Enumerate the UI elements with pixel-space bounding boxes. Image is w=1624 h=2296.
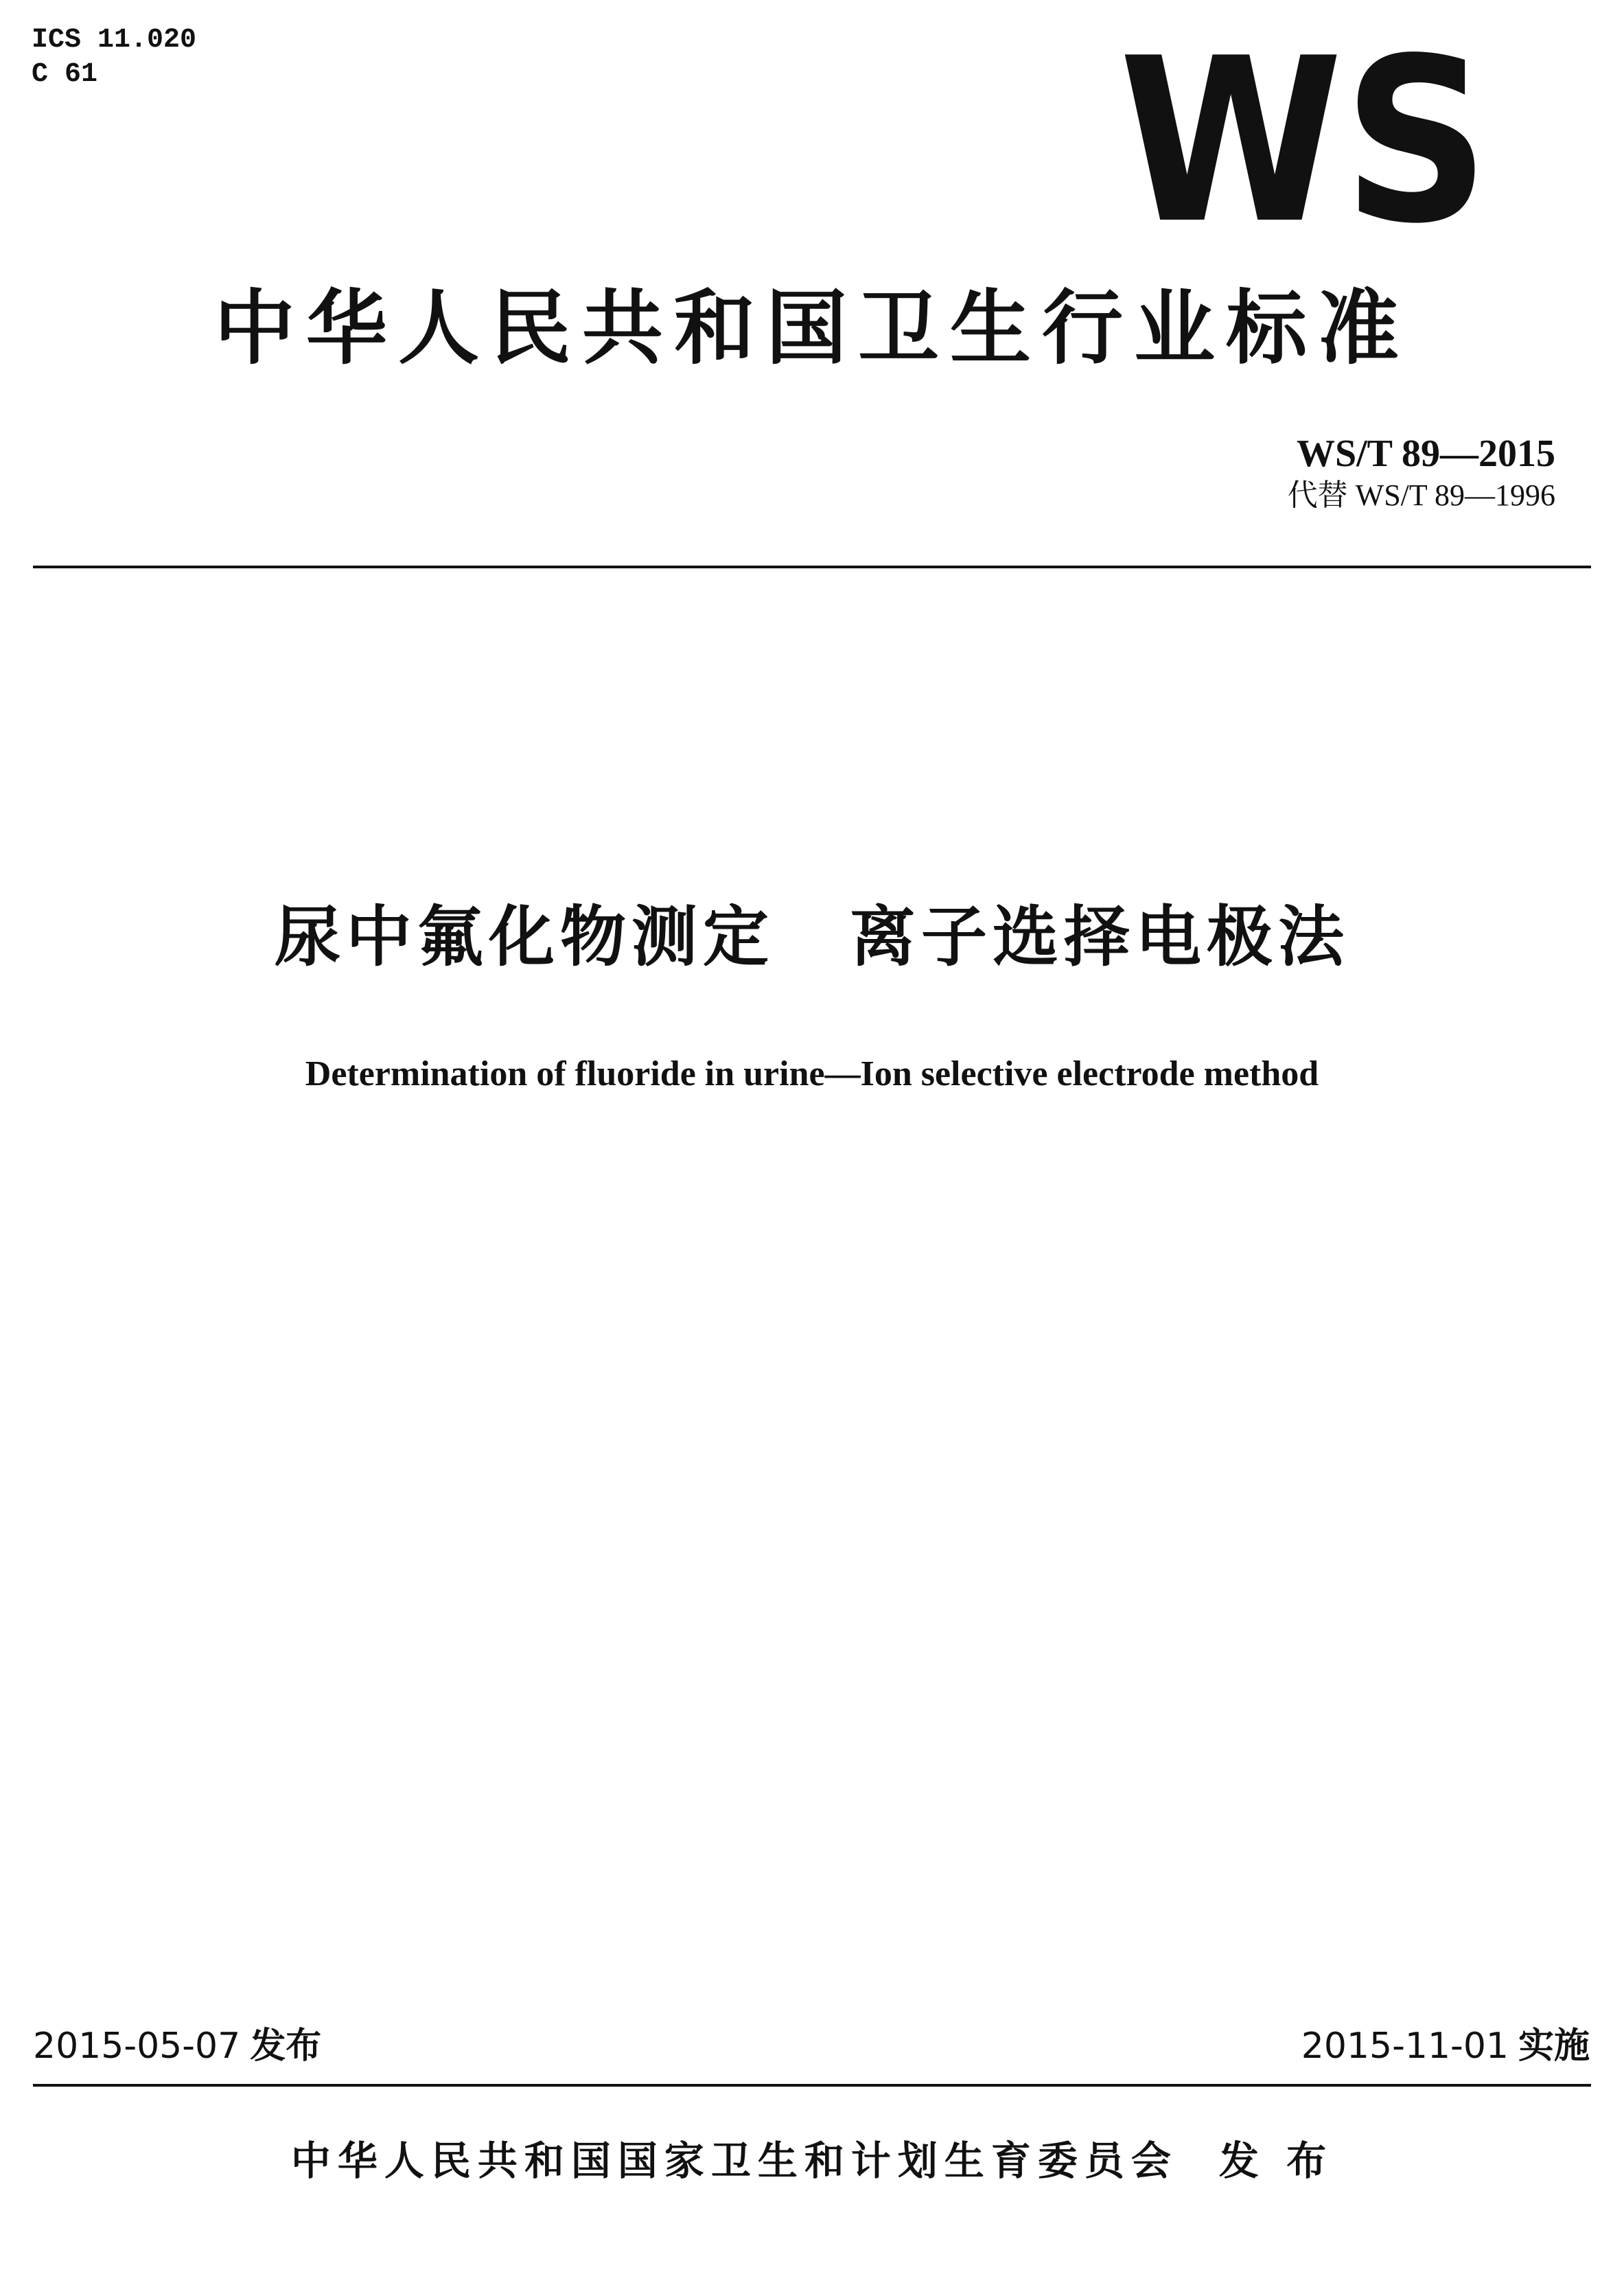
issuer-line [0, 2133, 1624, 2188]
standard-number: WS/T 89—2015 [1296, 432, 1555, 475]
ics-code: ICS 11.020 [32, 25, 197, 56]
english-title: Determination of fluoride in urine—Ion selective electrode method [305, 1054, 1319, 1093]
footer-divider [33, 2084, 1591, 2087]
issuer-name: 中华人民共和国国家卫生和计划生育委员会 [290, 2137, 1178, 2184]
header-divider [33, 566, 1591, 568]
issuer-label: 发 布 [1218, 2137, 1334, 2184]
standard-category-title: 中华人民共和国卫生行业标准 [213, 281, 1410, 375]
chinese-title [0, 892, 1624, 982]
standard-replaces: 代替 WS/T 89—1996 [1287, 478, 1555, 512]
chinese-title-part1: 尿中氟化物测定 [275, 898, 774, 975]
ws-logo-text: WS [1119, 48, 1489, 229]
chinese-title-part2: 离子选择电极法 [850, 898, 1349, 975]
implement-date-line [1301, 2022, 1590, 2070]
issue-label: 发布 [250, 2026, 322, 2067]
ws-logo [1112, 48, 1496, 229]
classification-codes [32, 23, 196, 92]
implement-date: 2015-11-01 [1301, 2026, 1509, 2067]
ccs-code: C 61 [32, 59, 98, 90]
issue-date-line [33, 2022, 321, 2070]
implement-label: 实施 [1518, 2026, 1590, 2067]
issue-date: 2015-05-07 [33, 2026, 241, 2067]
